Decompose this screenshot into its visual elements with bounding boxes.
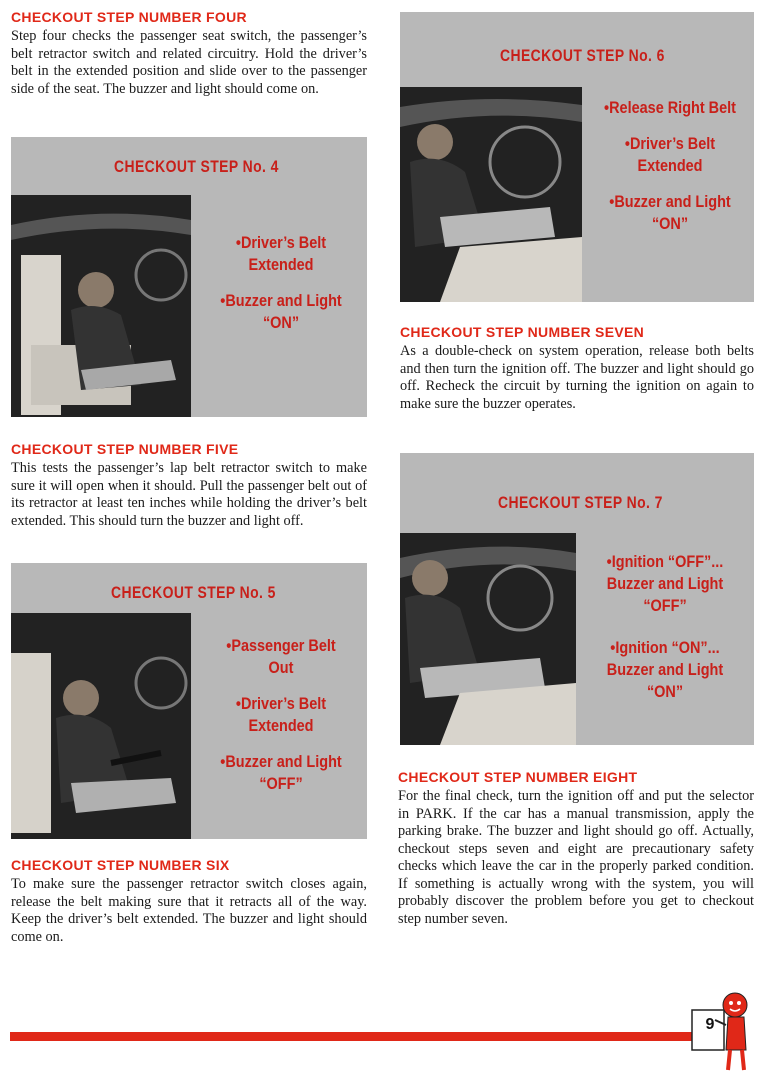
heading-step-five: CHECKOUT STEP NUMBER FIVE bbox=[11, 441, 239, 457]
bullet-step-5-3: •Buzzer and Light “OFF” bbox=[220, 752, 342, 793]
photo-step-7-image bbox=[400, 533, 576, 745]
bullet-dot: • bbox=[235, 694, 241, 713]
photo-step-4 bbox=[11, 195, 191, 417]
section-step-four bbox=[11, 9, 367, 98]
bullet-dot: • bbox=[220, 291, 226, 310]
body-step-five: This tests the passenger’s lap belt retractor switch to make sure it will open when it should. Pull the passenger belt out of its retractor at least ten inches while holding the driver’s belt extended. This should turn the buzzer and light off. bbox=[11, 460, 367, 529]
body-step-four: Step four checks the passenger seat switch, the passenger’s belt retractor switch and related circuitry. Hold the driver’s belt in the extended position and slide over to the passenger side of the seat. The buzzer and light should come on. bbox=[11, 28, 367, 97]
heading-step-four: CHECKOUT STEP NUMBER FOUR bbox=[11, 9, 247, 25]
mascot-page-number bbox=[690, 990, 758, 1075]
panel-title-step-5: CHECKOUT STEP No. 5 bbox=[111, 583, 276, 602]
panel-title-step-4: CHECKOUT STEP No. 4 bbox=[114, 157, 279, 176]
photo-step-7 bbox=[400, 533, 576, 745]
panel-step-4 bbox=[11, 137, 367, 417]
body-step-eight: For the final check, turn the ignition off and put the selector in PARK. If the car has a manual transmission, apply the parking brake. The buzzer and light should go off. Actually, checkout steps seven and eight are precautionary safety checks which leave the car in the properly parked condition. If something is actually wrong with the system, you will probably discover the problem before you get to checkout step number seven. bbox=[398, 788, 754, 927]
photo-step-6 bbox=[400, 87, 582, 302]
bullet-step-4-2: •Buzzer and Light “ON” bbox=[220, 291, 342, 332]
bullet-dot: • bbox=[604, 98, 610, 117]
bullet-step-7-1: •Ignition “OFF”... Buzzer and Light “OFF” bbox=[606, 552, 724, 615]
body-step-six: To make sure the passenger retractor switch closes again, release the belt making sure that it retracts all of the way. Keep the driver’s belt extended. The buzzer and light should come on. bbox=[11, 876, 367, 945]
bullets-step-6 bbox=[590, 97, 750, 249]
bullet-step-6-2: •Driver’s Belt Extended bbox=[624, 134, 716, 175]
bullets-step-4 bbox=[201, 232, 361, 348]
footer-rule bbox=[10, 1032, 695, 1041]
bullet-dot: • bbox=[624, 134, 630, 153]
section-step-six bbox=[11, 857, 367, 946]
bullet-step-7-2: •Ignition “ON”... Buzzer and Light “ON” bbox=[606, 638, 724, 701]
bullets-step-5 bbox=[201, 635, 361, 809]
heading-step-eight: CHECKOUT STEP NUMBER EIGHT bbox=[398, 769, 638, 785]
photo-step-6-image bbox=[400, 87, 582, 302]
panel-title-step-7: CHECKOUT STEP No. 7 bbox=[498, 493, 663, 512]
heading-step-seven: CHECKOUT STEP NUMBER SEVEN bbox=[400, 324, 645, 340]
section-step-eight bbox=[398, 769, 754, 928]
bullet-dot: • bbox=[220, 752, 226, 771]
photo-step-4-image bbox=[11, 195, 191, 417]
panel-step-7 bbox=[400, 453, 754, 745]
bullet-step-4-1: •Driver’s Belt Extended bbox=[235, 233, 327, 274]
bullet-step-5-1: •Passenger Belt Out bbox=[226, 636, 336, 677]
photo-step-5 bbox=[11, 613, 191, 839]
panel-title-step-6: CHECKOUT STEP No. 6 bbox=[500, 46, 665, 65]
body-step-seven: As a double-check on system operation, release both belts and then turn the ignition off. The buzzer and light should go off. Recheck the circuit by turning the ignition on again to make sure the buzzer operates. bbox=[400, 343, 754, 412]
heading-step-six: CHECKOUT STEP NUMBER SIX bbox=[11, 857, 230, 873]
photo-step-5-image bbox=[11, 613, 191, 839]
bullets-step-7 bbox=[580, 551, 750, 717]
panel-step-5 bbox=[11, 563, 367, 839]
bullet-dot: • bbox=[609, 192, 615, 211]
page-number: 9 bbox=[705, 1016, 715, 1033]
bullet-dot: • bbox=[610, 638, 616, 657]
bullet-step-6-3: •Buzzer and Light “ON” bbox=[609, 192, 731, 233]
bullet-step-5-2: •Driver’s Belt Extended bbox=[235, 694, 327, 735]
bullet-dot: • bbox=[606, 552, 612, 571]
bullet-dot: • bbox=[235, 233, 241, 252]
bullet-dot: • bbox=[226, 636, 232, 655]
panel-step-6 bbox=[400, 12, 754, 302]
section-step-five bbox=[11, 441, 367, 530]
bullet-step-6-1: •Release Right Belt bbox=[604, 98, 736, 117]
section-step-seven bbox=[400, 324, 754, 413]
